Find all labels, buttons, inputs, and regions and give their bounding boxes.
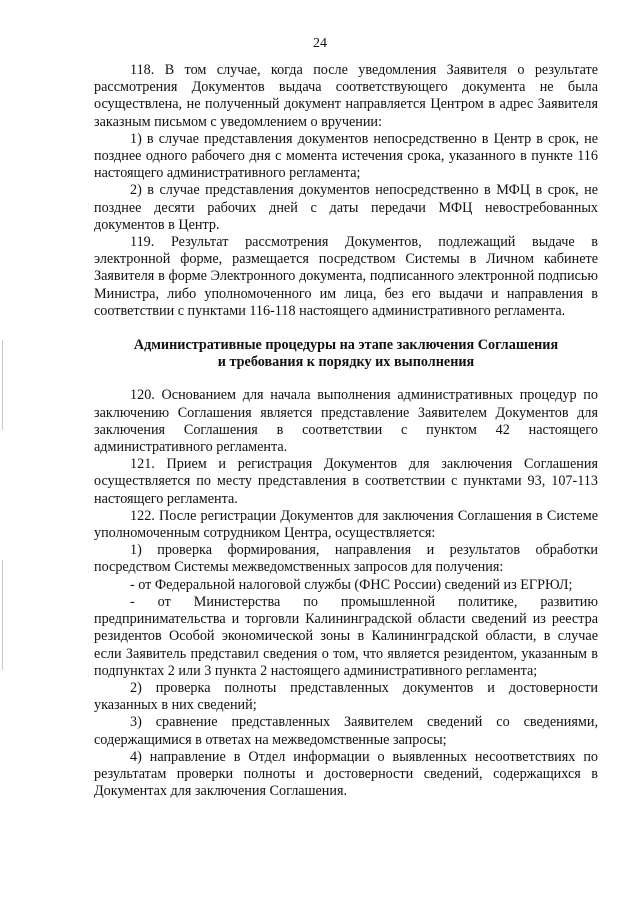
- page-number: 24: [313, 36, 327, 51]
- paragraph-122-subitem-ministry: - от Министерства по промышленной политике, развитию предпринимательства и торговли Калининградской области сведений из реестра резидентов Особой экономической зоны в Калининградской области, в случае если Заявитель представил сведения о том, что является резидентом, указанным в подпунктах 2 или 3 пункта 2 настоящего административного регламента;: [94, 593, 598, 679]
- paragraph-121: 121. Прием и регистрация Документов для заключения Соглашения осуществляется по месту представления в соответствии с пунктами 93, 107-113 настоящего регламента.: [94, 456, 598, 507]
- paragraph-120: 120. Основанием для начала выполнения административных процедур по заключению Соглашения является представление Заявителем Документов для заключения Соглашения в соответствии с пунктом 42 настоящего административного регламента.: [94, 387, 598, 456]
- paragraph-118-item-1: 1) в случае представления документов непосредственно в Центр в срок, не позднее одного рабочего дня с момента истечения срока, указанного в пункте 116 настоящего административного регламента;: [94, 130, 598, 182]
- scan-edge-mark: [2, 560, 3, 670]
- paragraph-122: 122. После регистрации Документов для заключения Соглашения в Системе уполномоченным сотрудником Центра, осуществляется:: [94, 507, 598, 542]
- paragraph-118: 118. В том случае, когда после уведомления Заявителя о результате рассмотрения Документов выдача соответствующего документа не была осуществлена, не полученный документ направляется Центром в адрес Заявителя заказным письмом с уведомлением о вручении:: [94, 62, 598, 130]
- paragraph-122-item-2: 2) проверка полноты представленных документов и достоверности указанных в них сведений;: [94, 679, 598, 714]
- paragraph-119: 119. Результат рассмотрения Документов, подлежащий выдаче в электронной форме, размещается посредством Системы в Личном кабинете Заявителя в форме Электронного документа, подписанного электронной подписью Министра, либо уполномоченного им лица, без его выдачи и направления в соответствии с пунктами 116-118 настоящего административного регламента.: [94, 234, 598, 319]
- document-body: [94, 62, 598, 800]
- paragraph-122-subitem-fns: - от Федеральной налоговой службы (ФНС России) сведений из ЕГРЮЛ;: [130, 576, 573, 593]
- paragraph-122-item-4: 4) направление в Отдел информации о выявленных несоответствиях по результатам проверки полноты и достоверности сведений, содержащихся в Документах для заключения Соглашения.: [94, 748, 598, 800]
- section-heading-line-2: и требования к порядку их выполнения: [217, 354, 475, 371]
- section-heading: [94, 337, 598, 371]
- scan-edge-mark: [2, 340, 3, 430]
- paragraph-118-item-2: 2) в случае представления документов непосредственно в МФЦ в срок, не позднее десяти рабочих дней с даты передачи МФЦ невостребованных документов в Центр.: [94, 182, 598, 233]
- section-heading-line-1: Административные процедуры на этапе заключения Соглашения: [133, 337, 559, 354]
- paragraph-122-item-1: 1) проверка формирования, направления и результатов обработки посредством Системы межведомственных запросов для получения:: [94, 542, 598, 576]
- paragraph-122-item-3: 3) сравнение представленных Заявителем сведений со сведениями, содержащимися в ответах на межведомственные запросы;: [94, 714, 598, 748]
